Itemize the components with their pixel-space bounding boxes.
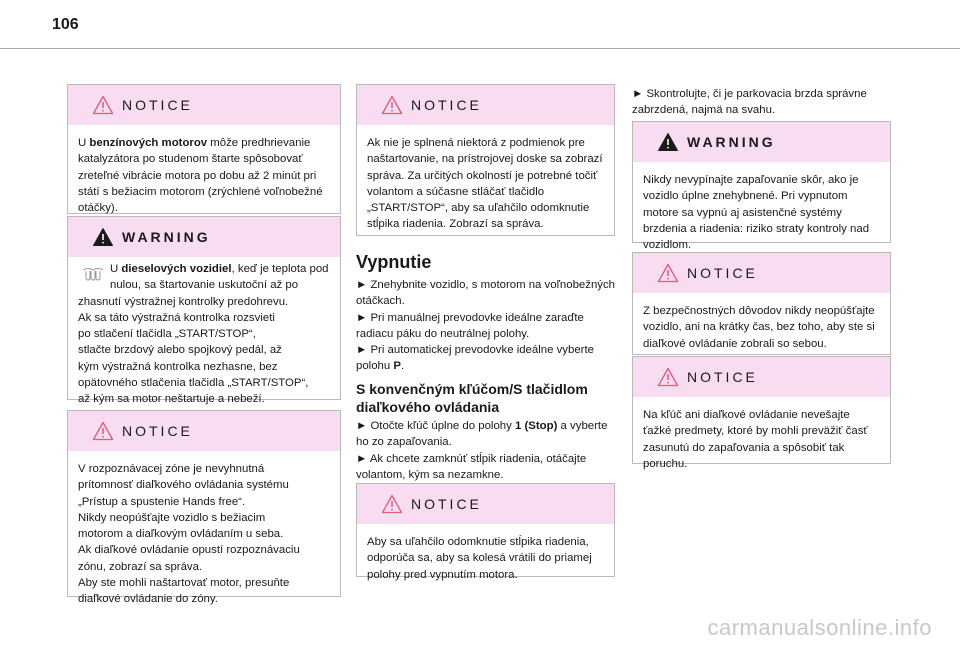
key-steps [356, 418, 618, 483]
notice-header [357, 484, 614, 524]
warning-box-diesel [67, 216, 341, 406]
glow-plug-warning-icon [82, 267, 104, 281]
notice-text: Na kľúč ani diaľkové ovládanie nevešajte ťažké predmety, ktoré by mohli preväžiť časť zasunutú do zapaľovania a spôsobiť tak poruchu. [643, 409, 868, 470]
list-item: ► Ak chcete zamknúť stĺpik riadenia, otáčajte volantom, kým sa nezamkne. [356, 452, 587, 481]
notice-body [633, 397, 890, 480]
warning-line: až kým sa motor neštartuje a nebeží. [78, 393, 265, 406]
shutdown-steps [356, 277, 618, 375]
notice-box-key-weight [632, 356, 891, 470]
warning-header [68, 217, 340, 257]
notice-body [357, 125, 614, 241]
warning-line: kým výstražná kontrolka nezhasne, bez [78, 360, 278, 373]
notice-body [68, 125, 340, 224]
notice-title: NOTICE [411, 97, 482, 113]
bullet-arrow-icon: ► [356, 311, 368, 324]
notice-line: V rozpoznávacej zóne je nevyhnutná [78, 463, 265, 475]
notice-body [633, 293, 890, 360]
caution-triangle-icon [657, 367, 679, 387]
notice-header [357, 85, 614, 125]
warning-text-bold: dieselových vozidiel [121, 263, 232, 275]
notice-body [68, 451, 340, 616]
notice-title: NOTICE [411, 496, 482, 512]
warning-box-ignition-off [632, 121, 891, 252]
caution-triangle-icon [92, 95, 114, 115]
caution-triangle-icon [381, 95, 403, 115]
notice-title: NOTICE [122, 423, 193, 439]
subsection-title-key: S konvenčným kľúčom/S tlačidlom diaľkového ovládania [356, 381, 588, 415]
notice-header [633, 253, 890, 293]
top-divider [0, 48, 960, 49]
notice-box-hands-free [67, 410, 341, 606]
notice-text: Ak nie je splnená niektorá z podmienok pre naštartovanie, na prístrojovej doske sa zobrazí správa. Za určitých okolností je potrebné točiť volantom a súčasne stláčať tlačidlo „START/STOP“, aby sa uľahčilo odomknutie stĺpika riadenia. Zobrazí sa správa. [367, 137, 603, 231]
notice-box-petrol [67, 84, 341, 214]
notice-text: Z bezpečnostných dôvodov nikdy neopúšťajte vozidlo, ani na krátky čas, bez toho, aby ste si diaľkové ovládanie zobrali so sebou. [643, 305, 875, 350]
warning-text-pre: U [110, 263, 122, 275]
notice-line: prítomnosť diaľkového ovládania systému [78, 479, 289, 492]
list-item: ► Skontrolujte, či je parkovacia brzda správne zabrzdená, najmä na svahu. [632, 88, 867, 117]
warning-text: Nikdy nevypínajte zapaľovanie skôr, ako je vozidlo úplne znehybnené. Pri vypnutom motore sa vypnú aj asistenčné systémy brzdenia a riadenia: riziko straty kontroly nad vozidlom. [643, 174, 870, 252]
parking-brake-step [632, 86, 894, 119]
bullet-arrow-icon: ► [356, 420, 368, 432]
notice-line: motorom a diaľkovým ovládaním u seba. [78, 528, 284, 541]
watermark: carmanualsonline.info [707, 615, 932, 640]
notice-header [633, 357, 890, 397]
notice-box-steering-lock [356, 483, 615, 581]
list-item: ► Otočte kľúč úplne do polohy 1 (Stop) a vyberte ho zo zapaľovania. [356, 420, 608, 449]
notice-header [68, 85, 340, 125]
notice-title: NOTICE [122, 97, 193, 113]
notice-text-post: môže predhrievanie katalyzátora po studenom štarte spôsobovať zreteľné vibrácie motora po dobu až 2 minút pri státí s bežiacim motorom (zrýchlené voľnobežné otáčky). [78, 137, 323, 215]
warning-title: WARNING [122, 229, 211, 245]
notice-line: „Prístup a spustenie Hands free“. [78, 495, 246, 508]
notice-text-bold: benzínových motorov [89, 137, 208, 149]
section-title-vypnutie: Vypnutie [356, 252, 432, 272]
caution-triangle-icon [381, 494, 403, 514]
caution-triangle-icon [657, 263, 679, 283]
warning-line: po stlačení tlačidla „START/STOP“, [78, 328, 256, 341]
warning-header [633, 122, 890, 162]
list-item: ► Pri automatickej prevodovke ideálne vyberte polohu P. [356, 344, 594, 373]
notice-title: NOTICE [687, 369, 758, 385]
page-number: 106 [52, 16, 79, 33]
notice-line: Nikdy neopúšťajte vozidlo s bežiacim [78, 511, 266, 524]
notice-line: Aby ste mohli naštartovať motor, presuňte [78, 577, 290, 590]
notice-header [68, 411, 340, 451]
notice-box-leave-vehicle [632, 252, 891, 355]
notice-line: zónu, zobrazí sa správa. [78, 560, 203, 573]
notice-text: Aby sa uľahčilo odomknutie stĺpika riadenia, odporúča sa, aby sa kolesá vrátili do priamej polohy pred vypnutím motora. [367, 536, 592, 581]
warning-body [68, 257, 340, 416]
warning-triangle-icon [92, 227, 114, 247]
list-item: ► Znehybnite vozidlo, s motorom na voľnobežných otáčkach. [356, 279, 615, 308]
warning-text-post: , keď je teplota pod nulou, sa štartovanie uskutoční až po zhasnutí výstražnej kontrolky predohrevu. [78, 263, 329, 308]
bullet-arrow-icon: ► [632, 88, 644, 100]
warning-line: opätovného stlačenia tlačidla „START/STOP“, [78, 377, 309, 390]
notice-title: NOTICE [687, 265, 758, 281]
notice-body [357, 524, 614, 591]
bullet-arrow-icon: ► [356, 279, 368, 291]
list-item: ► Pri manuálnej prevodovke ideálne zaraďte radiacu páku do neutrálnej polohy. [356, 311, 584, 340]
caution-triangle-icon [92, 421, 114, 441]
notice-line: Ak diaľkové ovládanie opustí rozpoznávaciu [78, 544, 300, 557]
bullet-arrow-icon: ► [356, 344, 368, 357]
warning-line: stlačte brzdový alebo spojkový pedál, až [78, 344, 282, 357]
notice-text-pre: U [78, 137, 90, 149]
warning-line: Ak sa táto výstražná kontrolka rozsvieti [78, 311, 275, 324]
bullet-arrow-icon: ► [356, 452, 368, 465]
notice-line: diaľkové ovládanie do zóny. [78, 593, 218, 606]
warning-body [633, 162, 890, 261]
warning-triangle-icon [657, 132, 679, 152]
notice-box-start-conditions [356, 84, 615, 236]
warning-title: WARNING [687, 134, 776, 150]
